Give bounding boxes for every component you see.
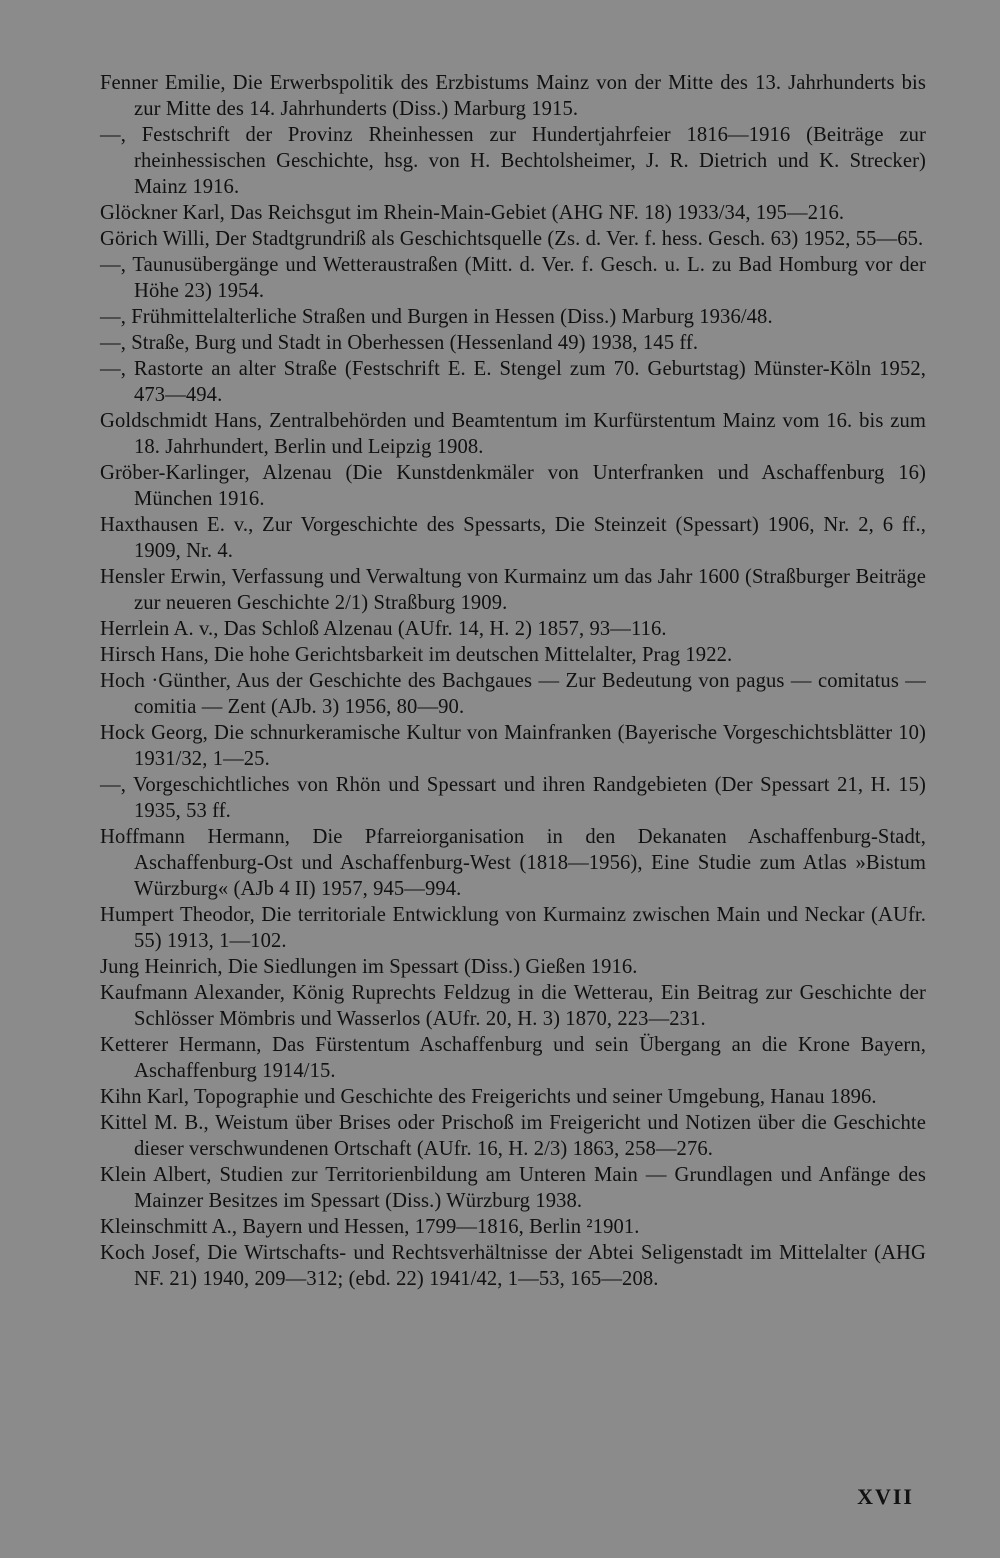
bibliography-entry: Hensler Erwin, Verfassung und Verwaltung von Kurmainz um das Jahr 1600 (Straßburger Beiträge zur neueren Geschichte 2/1) Straßburg 1909. (100, 566, 926, 614)
bibliography-entry: Koch Josef, Die Wirtschafts- und Rechtsverhältnisse der Abtei Seligenstadt im Mittelalter (AHG NF. 21) 1940, 209—312; (ebd. 22) 1941/42, 1—53, 165—208. (100, 1242, 926, 1290)
bibliography-entry: Hirsch Hans, Die hohe Gerichtsbarkeit im deutschen Mittelalter, Prag 1922. (100, 644, 733, 666)
bibliography-entry: Kihn Karl, Topographie und Geschichte des Freigerichts und seiner Umgebung, Hanau 1896. (100, 1086, 877, 1108)
bibliography-entry: Glöckner Karl, Das Reichsgut im Rhein-Main-Gebiet (AHG NF. 18) 1933/34, 195—216. (100, 202, 845, 224)
bibliography-entry: Klein Albert, Studien zur Territorienbildung am Unteren Main — Grundlagen und Anfänge des Mainzer Besitzes im Spessart (Diss.) Würzburg 1938. (100, 1164, 926, 1212)
bibliography-entry: Hoch ·Günther, Aus der Geschichte des Bachgaues — Zur Bedeutung von pagus — comitatus — comitia — Zent (AJb. 3) 1956, 80—90. (100, 670, 926, 718)
bibliography-entry: —, Straße, Burg und Stadt in Oberhessen (Hessenland 49) 1938, 145 ff. (100, 332, 699, 354)
bibliography-entry: —, Frühmittelalterliche Straßen und Burgen in Hessen (Diss.) Marburg 1936/48. (100, 306, 773, 328)
bibliography-list (100, 70, 926, 1292)
bibliography-entry: —, Festschrift der Provinz Rheinhessen zur Hundertjahrfeier 1816—1916 (Beiträge zur rheinhessischen Geschichte, hsg. von H. Bechtolsheimer, J. R. Dietrich und K. Strecker) Mainz 1916. (100, 124, 926, 198)
bibliography-entry: Hock Georg, Die schnurkeramische Kultur von Mainfranken (Bayerische Vorgeschichtsblätter 10) 1931/32, 1—25. (100, 722, 926, 770)
bibliography-entry: Humpert Theodor, Die territoriale Entwicklung von Kurmainz zwischen Main und Neckar (AUfr. 55) 1913, 1—102. (100, 904, 926, 952)
bibliography-entry: —, Vorgeschichtliches von Rhön und Spessart und ihren Randgebieten (Der Spessart 21, H. 15) 1935, 53 ff. (100, 774, 926, 822)
bibliography-entry: Jung Heinrich, Die Siedlungen im Spessart (Diss.) Gießen 1916. (100, 956, 638, 978)
bibliography-entry: —, Rastorte an alter Straße (Festschrift E. E. Stengel zum 70. Geburtstag) Münster-Köln 1952, 473—494. (100, 358, 926, 406)
bibliography-entry: Kleinschmitt A., Bayern und Hessen, 1799—1816, Berlin ²1901. (100, 1216, 640, 1238)
bibliography-entry: Görich Willi, Der Stadtgrundriß als Geschichtsquelle (Zs. d. Ver. f. hess. Gesch. 63) 1952, 55—65. (100, 228, 924, 250)
bibliography-entry: Gröber-Karlinger, Alzenau (Die Kunstdenkmäler von Unterfranken und Aschaffenburg 16) München 1916. (100, 462, 926, 510)
bibliography-entry: Kittel M. B., Weistum über Brises oder Prischoß im Freigericht und Notizen über die Geschichte dieser verschwundenen Ortschaft (AUfr. 16, H. 2/3) 1863, 258—276. (100, 1112, 926, 1160)
bibliography-entry: Kaufmann Alexander, König Ruprechts Feldzug in die Wetterau, Ein Beitrag zur Geschichte der Schlösser Mömbris und Wasserlos (AUfr. 20, H. 3) 1870, 223—231. (100, 982, 926, 1030)
bibliography-entry: Haxthausen E. v., Zur Vorgeschichte des Spessarts, Die Steinzeit (Spessart) 1906, Nr. 2, 6 ff., 1909, Nr. 4. (100, 514, 926, 562)
bibliography-entry: Hoffmann Hermann, Die Pfarreiorganisation in den Dekanaten Aschaffenburg-Stadt, Aschaffenburg-Ost und Aschaffenburg-West (1818—1956), Eine Studie zum Atlas »Bistum Würzburg« (AJb 4 II) 1957, 945—994. (100, 826, 926, 900)
bibliography-entry: Goldschmidt Hans, Zentralbehörden und Beamtentum im Kurfürstentum Mainz vom 16. bis zum 18. Jahrhundert, Berlin und Leipzig 1908. (100, 410, 926, 458)
bibliography-entry: Fenner Emilie, Die Erwerbspolitik des Erzbistums Mainz von der Mitte des 13. Jahrhunderts bis zur Mitte des 14. Jahrhunderts (Diss.) Marburg 1915. (100, 72, 926, 120)
page-number: XVII (857, 1484, 914, 1509)
bibliography-entry: Ketterer Hermann, Das Fürstentum Aschaffenburg und sein Übergang an die Krone Bayern, Aschaffenburg 1914/15. (100, 1034, 926, 1082)
bibliography-entry: Herrlein A. v., Das Schloß Alzenau (AUfr. 14, H. 2) 1857, 93—116. (100, 618, 667, 640)
bibliography-entry: —, Taunusübergänge und Wetteraustraßen (Mitt. d. Ver. f. Gesch. u. L. zu Bad Homburg vor der Höhe 23) 1954. (100, 254, 926, 302)
